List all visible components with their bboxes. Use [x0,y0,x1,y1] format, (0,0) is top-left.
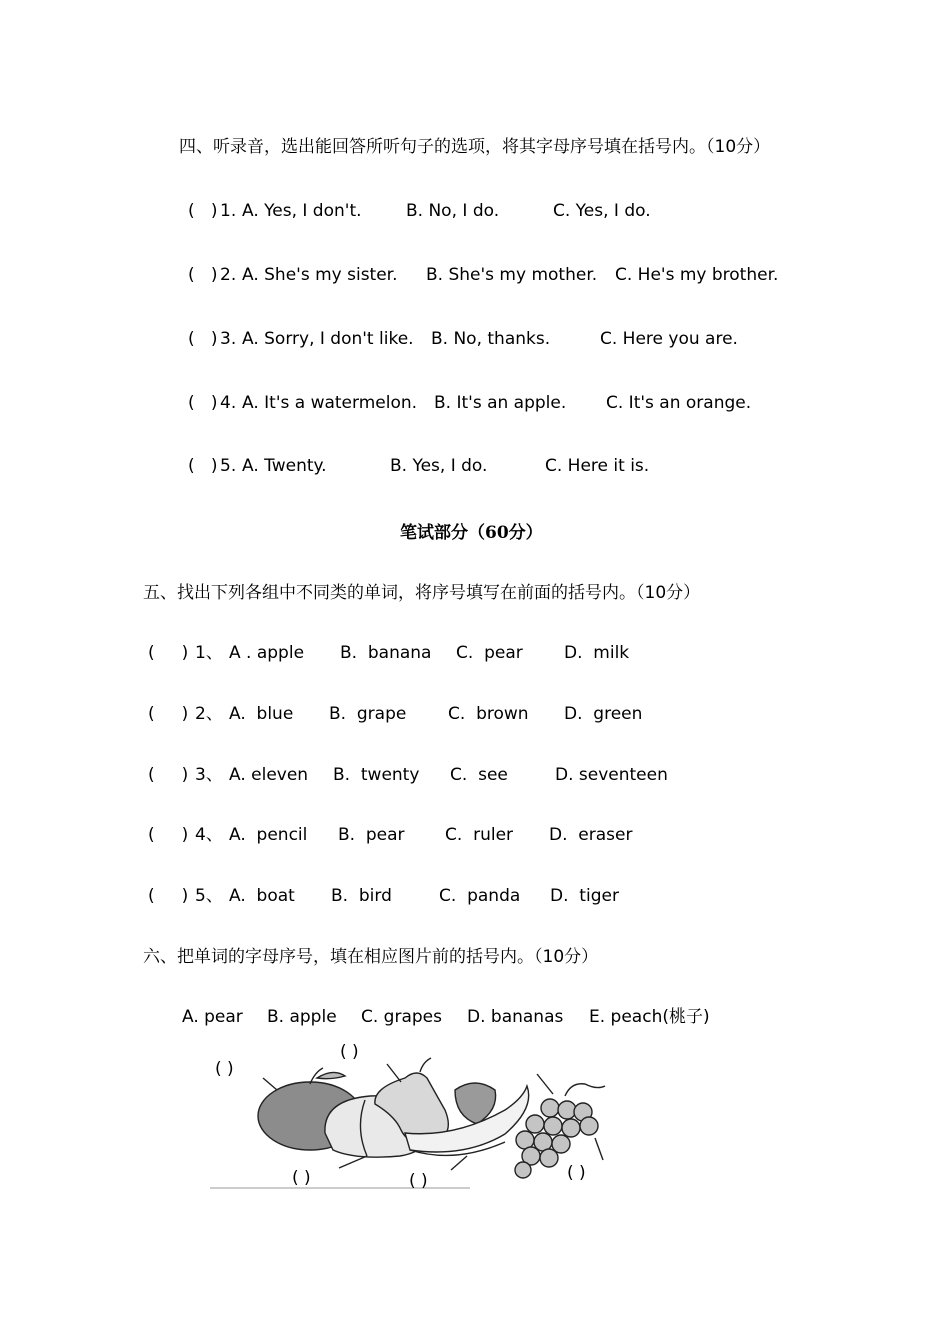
answer-bracket[interactable]: ( ) [188,265,218,285]
option-a: A. boat [229,886,295,906]
answer-bracket[interactable]: ( ) [148,704,189,724]
option-b: B. No, I do. [406,201,500,221]
question-number: 3. [220,329,237,349]
option-b: B. pear [338,825,405,845]
answer-bracket[interactable]: ( ) [188,329,218,349]
section-5-heading: 五、找出下列各组中不同类的单词，将序号填写在前面的括号内。（10分） [143,583,701,603]
fruit-blank-3[interactable]: ( ) [292,1168,311,1188]
option-a: A. pencil [229,825,308,845]
question-number: 5、 [195,886,223,906]
option-d: D. milk [564,643,630,663]
question-number: 2、 [195,704,223,724]
option-a: A. Twenty. [242,456,327,476]
fruit-blank-4[interactable]: ( ) [409,1171,428,1191]
option-c: C. He's my brother. [615,265,779,285]
option-a: A. eleven [229,765,309,785]
answer-bracket[interactable]: ( ) [148,643,189,663]
option-c: C. see [450,765,508,785]
question-number: 5. [220,456,237,476]
option-b: B. bird [331,886,392,906]
option-a: A. Yes, I don't. [242,201,362,221]
question-number: 3、 [195,765,223,785]
option-a: A. blue [229,704,294,724]
section-4-heading: 四、听录音，选出能回答所听句子的选项，将其字母序号填在括号内。（10分） [179,137,771,157]
option-c: C. Here you are. [600,329,738,349]
option-a: A. Sorry, I don't like. [242,329,414,349]
answer-bracket[interactable]: ( ) [148,825,189,845]
option-c: C. ruler [445,825,514,845]
option-b: B. grape [329,704,407,724]
option-c: C. pear [456,643,523,663]
option-c: C. brown [448,704,529,724]
written-part-title: 笔试部分（60分） [400,523,543,543]
question-number: 2. [220,265,237,285]
option-d: D. tiger [550,886,619,906]
option-a: A . apple [229,643,305,663]
answer-bracket[interactable]: ( ) [188,456,218,476]
fruit-blank-5[interactable]: ( ) [567,1163,586,1183]
option-d: D. eraser [549,825,633,845]
fruit-illustration [205,1038,655,1193]
option-b: B. No, thanks. [431,329,551,349]
word-option-d: D. bananas [467,1007,564,1027]
word-option-a: A. pear [182,1007,243,1027]
answer-bracket[interactable]: ( ) [148,886,189,906]
option-b: B. It's an apple. [434,393,567,413]
question-number: 1、 [195,643,223,663]
option-b: B. twenty [333,765,420,785]
option-a: A. It's a watermelon. [242,393,418,413]
section-6-heading: 六、把单词的字母序号，填在相应图片前的括号内。（10分） [143,947,599,967]
question-number: 1. [220,201,237,221]
option-c: C. panda [439,886,521,906]
option-c: C. It's an orange. [606,393,752,413]
word-option-e: E. peach(桃子) [589,1007,710,1027]
option-a: A. She's my sister. [242,265,398,285]
word-option-b: B. apple [267,1007,337,1027]
answer-bracket[interactable]: ( ) [188,201,218,221]
answer-bracket[interactable]: ( ) [148,765,189,785]
fruit-blank-2[interactable]: ( ) [340,1042,359,1062]
fruit-blank-1[interactable]: ( ) [215,1059,234,1079]
answer-bracket[interactable]: ( ) [188,393,218,413]
option-c: C. Yes, I do. [553,201,651,221]
option-b: B. Yes, I do. [390,456,488,476]
option-c: C. Here it is. [545,456,650,476]
option-d: D. green [564,704,643,724]
question-number: 4. [220,393,237,413]
option-b: B. banana [340,643,432,663]
option-b: B. She's my mother. [426,265,598,285]
word-option-c: C. grapes [361,1007,442,1027]
option-d: D. seventeen [555,765,668,785]
question-number: 4、 [195,825,223,845]
